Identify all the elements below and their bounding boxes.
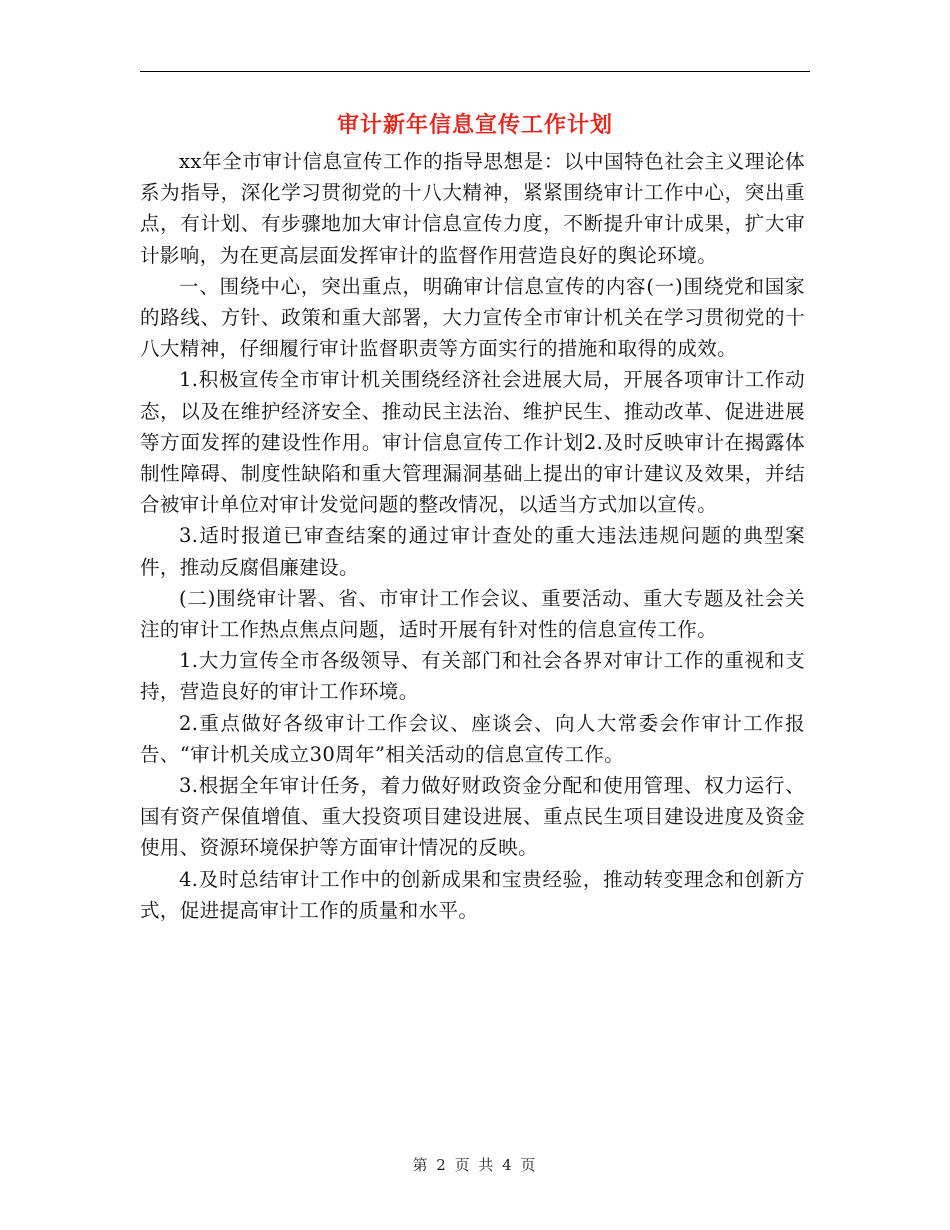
paragraph: (二)围绕审计署、省、市审计工作会议、重要活动、重大专题及社会关注的审计工作热点焦点问题，适时开展有针对性的信息宣传工作。 xyxy=(140,586,805,642)
paragraph: 3.根据全年审计任务，着力做好财政资金分配和使用管理、权力运行、国有资产保值增值、重大投资项目建设进展、重点民生项目建设进度及资金使用、资源环境保护等方面审计情况的反映。 xyxy=(140,774,805,860)
paragraph: 1.积极宣传全市审计机关围绕经济社会进展大局，开展各项审计工作动态，以及在维护经济安全、推动民主法治、维护民生、推动改革、促进进展等方面发挥的建设性作用。审计信息宣传工作计划2.及时反映审计在揭露体制性障碍、制度性缺陷和重大管理漏洞基础上提出的审计建议及效果，并结合被审计单位对审计发觉问题的整改情况，以适当方式加以宣传。 xyxy=(140,368,805,517)
paragraph: 2.重点做好各级审计工作会议、座谈会、向人大常委会作审计工作报告、“审计机关成立30周年”相关活动的信息宣传工作。 xyxy=(140,711,805,766)
document-body xyxy=(140,146,805,926)
paragraph: 4.及时总结审计工作中的创新成果和宝贵经验，推动转变理念和创新方式，促进提高审计工作的质量和水平。 xyxy=(140,867,805,922)
paragraph: 3.适时报道已审查结案的通过审计查处的重大违法违规问题的典型案件，推动反腐倡廉建设。 xyxy=(140,524,805,579)
paragraph: xx年全市审计信息宣传工作的指导思想是：以中国特色社会主义理论体系为指导，深化学习贯彻党的十八大精神，紧紧围绕审计工作中心，突出重 点，有计划、有步骤地加大审计信息宣传力度，不断提升审计成果，扩大审计影响，为在更高层面发挥审计的监督作用营造良好的舆论环境。 xyxy=(140,150,805,267)
document-title: 审计新年信息宣传工作计划 xyxy=(336,113,613,138)
page-number-footer: 第 2 页 共 4 页 xyxy=(412,1156,538,1174)
paragraph: 1.大力宣传全市各级领导、有关部门和社会各界对审计工作的重视和支持，营造良好的审计工作环境。 xyxy=(140,649,805,704)
header-rule xyxy=(140,71,810,72)
paragraph: 一、围绕中心，突出重点，明确审计信息宣传的内容(一)围绕党和国家的路线、方针、政策和重大部署，大力宣传全市审计机关在学习贯彻党的十八大精神，仔细履行审计监督职责等方面实行的措施和取得的成效。 xyxy=(140,274,805,361)
